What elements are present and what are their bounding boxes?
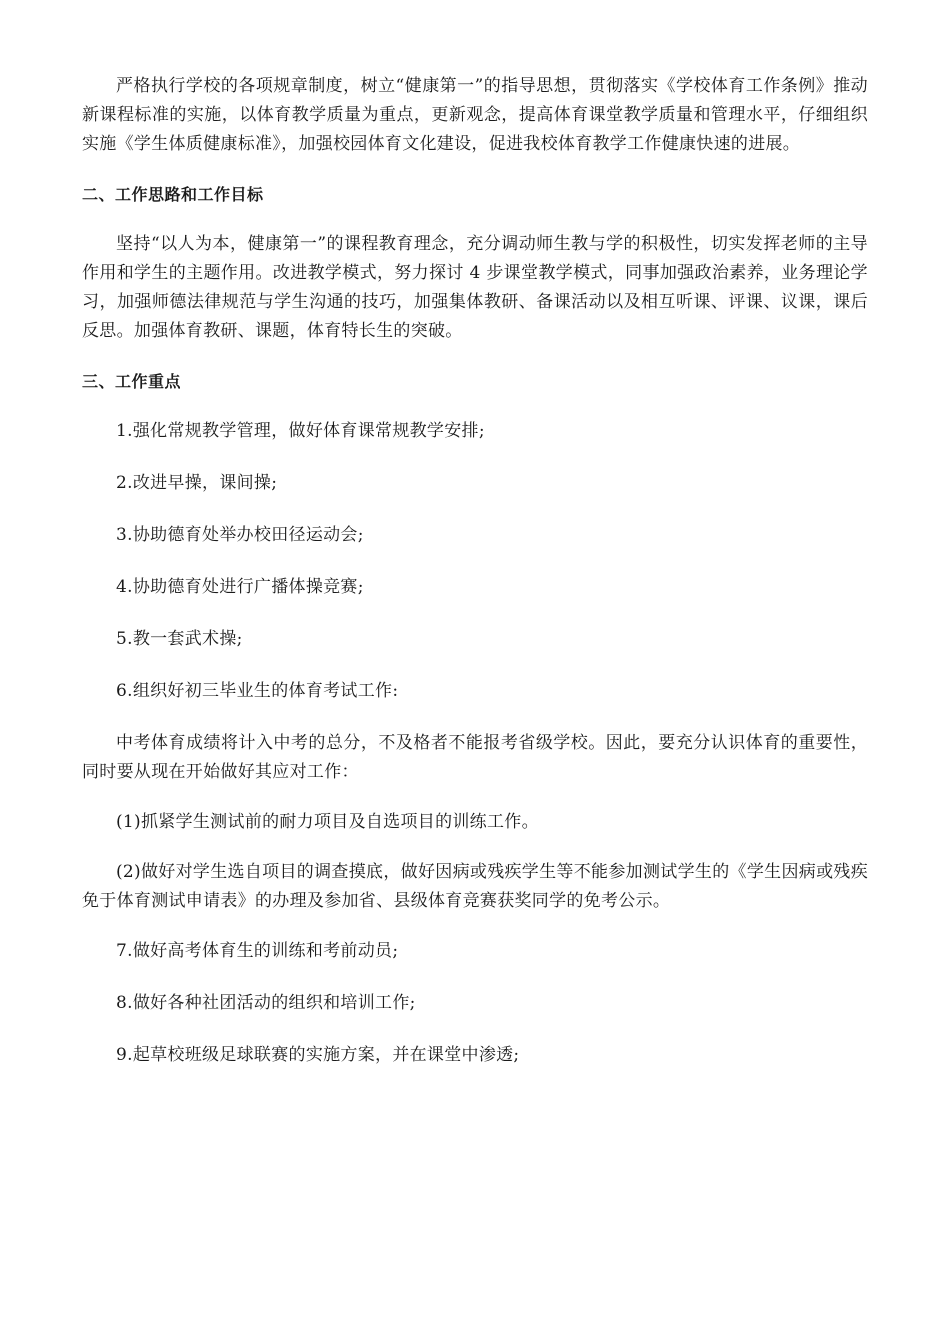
document-page <box>82 72 868 1093</box>
list-item: 1.强化常规教学管理，做好体育课常规教学安排; <box>116 421 485 441</box>
intro-paragraph: 严格执行学校的各项规章制度，树立“健康第一”的指导思想，贯彻落实《学校体育工作条例》推动新课程标准的实施，以体育教学质量为重点，更新观念，提高体育课堂教学质量和管理水平，仔细组织实施《学生体质健康标准》，加强校园体育文化建设，促进我校体育教学工作健康快速的进展。 <box>82 76 868 154</box>
list-item: 9.起草校班级足球联赛的实施方案，并在课堂中渗透; <box>116 1045 520 1065</box>
section-heading-work-ideas: 二、工作思路和工作目标 <box>82 185 264 204</box>
sub-list-item: (2)做好对学生选自项目的调查摸底，做好因病或残疾学生等不能参加测试学生的《学生因病或残疾免于体育测试申请表》的办理及参加省、县级体育竞赛获奖同学的免考公示。 <box>82 862 868 911</box>
list-item: 2.改进早操，课间操; <box>116 473 278 493</box>
list-item: 3.协助德育处举办校田径运动会; <box>116 525 364 545</box>
section-heading-work-focus: 三、工作重点 <box>82 372 182 391</box>
list-item: 5.教一套武术操; <box>116 629 243 649</box>
list-item: 7.做好高考体育生的训练和考前动员; <box>116 941 399 961</box>
list-item: 6.组织好初三毕业生的体育考试工作: <box>116 681 399 701</box>
work-ideas-paragraph: 坚持“以人为本，健康第一”的课程教育理念，充分调动师生教与学的积极性，切实发挥老师的主导作用和学生的主题作用。改进教学模式，努力探讨 4 步课堂教学模式，同事加强政治素养，业务理论学习，加强师德法律规范与学生沟通的技巧，加强集体教研、备课活动以及相互听课、评课、议课，课后反思。加强体育教研、课题，体育特长生的突破。 <box>82 234 868 341</box>
exam-paragraph: 中考体育成绩将计入中考的总分，不及格者不能报考省级学校。因此，要充分认识体育的重要性，同时要从现在开始做好其应对工作： <box>82 733 868 782</box>
list-item: 8.做好各种社团活动的组织和培训工作; <box>116 993 416 1013</box>
list-item: 4.协助德育处进行广播体操竞赛; <box>116 577 364 597</box>
sub-list-item: (1)抓紧学生测试前的耐力项目及自选项目的训练工作。 <box>116 812 539 832</box>
